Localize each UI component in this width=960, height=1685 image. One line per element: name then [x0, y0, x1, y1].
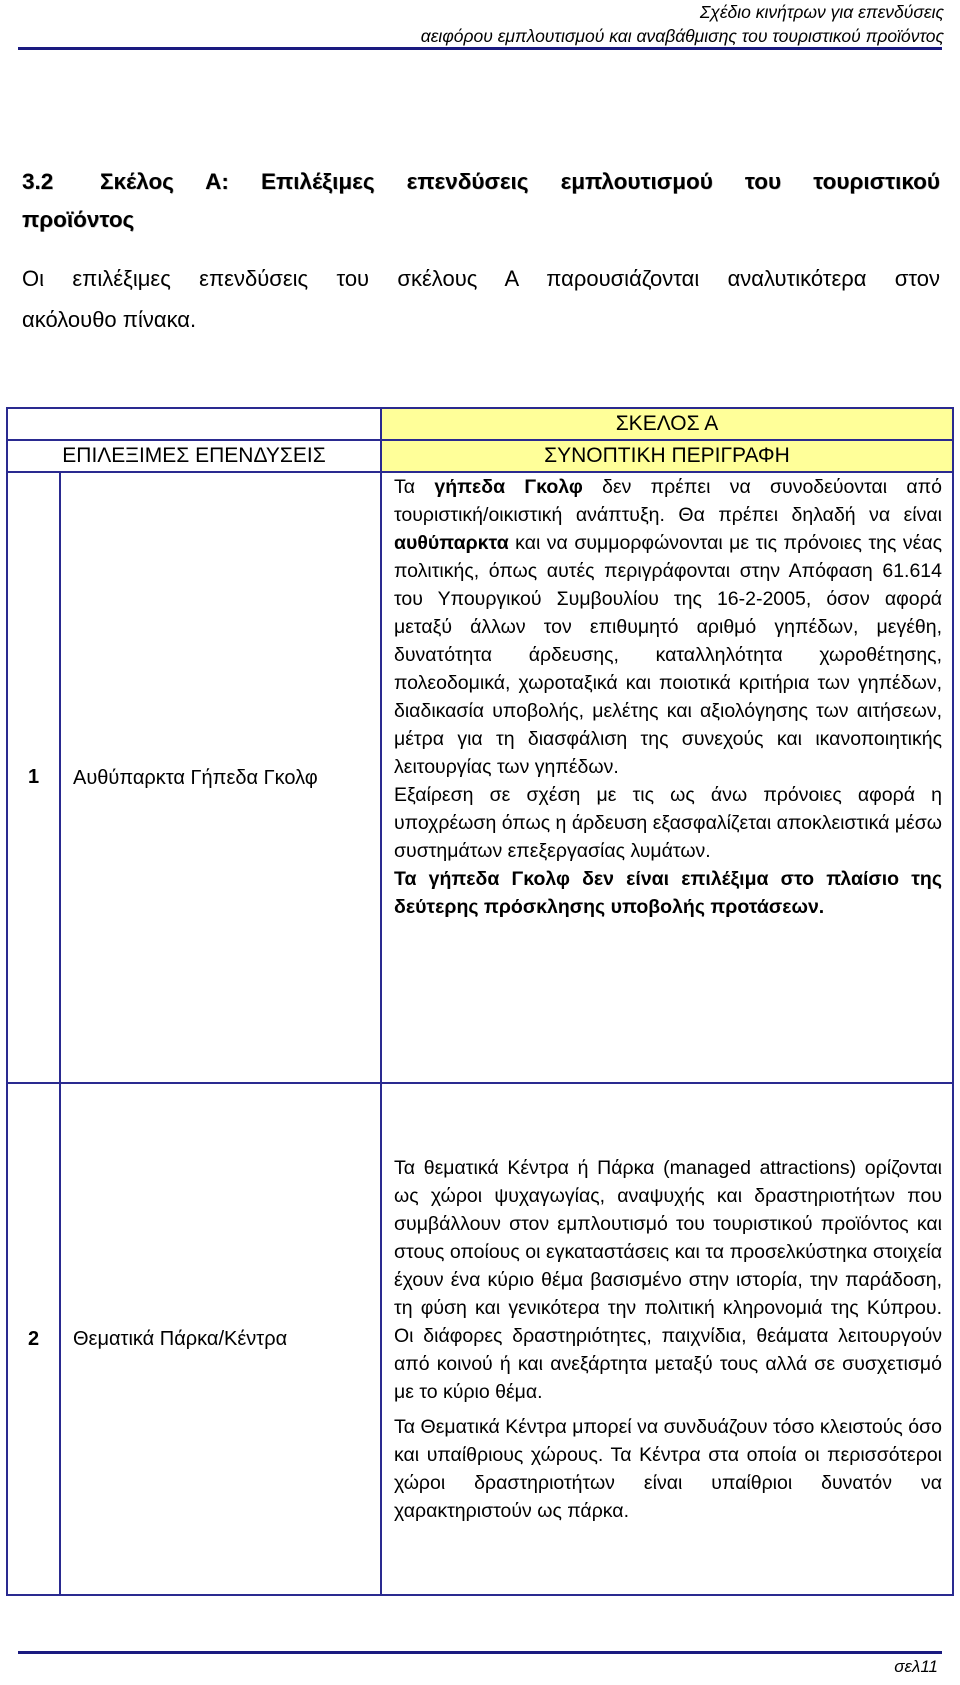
row-description — [381, 472, 953, 1083]
column-header-description: ΣΥΝΟΠΤΙΚΗ ΠΕΡΙΓΡΑΦΗ — [381, 440, 953, 472]
description-paragraph — [394, 473, 942, 781]
intro-text-line-1: Οι επιλέξιμες επενδύσεις του σκέλους Α παρουσιάζονται αναλυτικότερα στον — [22, 266, 940, 291]
not-eligible-notice: Τα γήπεδα Γκολφ δεν είναι επιλέξιμα στο πλαίσιο της δεύτερης πρόσκλησης υποβολής προτάσεων. — [394, 868, 942, 918]
row-description — [381, 1083, 953, 1595]
header-line-1: Σχέδιο κινήτρων για επενδύσεις — [699, 2, 944, 22]
header-line-2: αειφόρου εμπλουτισμού και αναβάθμισης του τουριστικού προϊόντος — [420, 26, 944, 46]
table-top-header: ΣΚΕΛΟΣ Α — [381, 408, 953, 440]
document-header — [421, 0, 944, 48]
table-top-header-row — [7, 408, 953, 440]
intro-text-line-2: ακόλουθο πίνακα. — [22, 307, 197, 332]
footer-rule — [18, 1651, 942, 1654]
text-span: και να συμμορφώνονται με τις πρόνοιες της νέας πολιτικής, όπως αυτές περιγράφονται στην Απόφαση 61.614 του Υπουργικού Συμβουλίου της 16-2-2005, όσον αφορά μεταξύ άλλων τον επιθυμητό αριθμό γηπέδων, μεγέθη, δυνατότητα άρδευσης, καταλληλότητα χωροθέτησης, πολεοδομικά, χωροταξικά και ποιοτικά κριτήρια των γηπέδων, διαδικασία υποβολής, μελέτης και αξιολόγησης των αιτήσεων, μέτρα για τη διασφάλιση της συνεχούς και ικανοποιητικής λειτουργίας των γηπέδων. — [394, 532, 942, 778]
section-heading — [22, 158, 940, 206]
page-number: σελ11 — [894, 1657, 938, 1676]
bold-term: γήπεδα Γκολφ — [434, 476, 583, 498]
row-name: Αυθύπαρκτα Γήπεδα Γκολφ — [60, 472, 381, 1083]
row-name: Θεματικά Πάρκα/Κέντρα — [60, 1083, 381, 1595]
section-title-line-1: Σκέλος Α: Επιλέξιμες επενδύσεις εμπλουτισμού του τουριστικού — [100, 169, 940, 194]
row-number: 2 — [7, 1083, 60, 1595]
description-paragraph: Τα θεματικά Κέντρα ή Πάρκα (managed attractions) ορίζονται ως χώροι ψυχαγωγίας, αναψυχής και δραστηριοτήτων που συμβάλλουν στον εμπλουτισμό του τουριστικού προϊόντος και στους οποίους οι εγκαταστάσεις και τα προσελκύστηκα στοιχεία έχουν ένα κύριο θέμα βασισμένο στην ιστορία, την παράδοση, τη φύση και γενικότερα την πολιτική κληρονομιά της Κύπρου. Οι διάφορες δραστηριότητες, παιχνίδια, θεάματα λειτουργούν από κοινού ή και ανεξάρτητα μεταξύ τους αλλά σε συσχετισμό με το κύριο θέμα. — [394, 1156, 942, 1403]
investments-table — [6, 407, 954, 1596]
column-header-investments: ΕΠΙΛΕΞΙΜΕΣ ΕΠΕΝΔΥΣΕΙΣ — [7, 440, 381, 472]
table-row — [7, 1083, 953, 1595]
header-rule — [18, 47, 942, 50]
table-column-header-row — [7, 440, 953, 472]
description-paragraph: Τα Θεματικά Κέντρα μπορεί να συνδυάζουν τόσο κλειστούς όσο και υπαίθριους χώρους. Τα Κέντρα στα οποία οι περισσότεροι χώροι δραστηριοτήτων είναι υπαίθριοι δυνατόν να χαρακτηριστούν ως πάρκα. — [394, 1415, 942, 1522]
row-number: 1 — [7, 472, 60, 1083]
bold-term: αυθύπαρκτα — [394, 532, 509, 554]
section-number: 3.2 — [22, 169, 54, 194]
exception-paragraph: Εξαίρεση σε σχέση με τις ως άνω πρόνοιες αφορά η υποχρέωση όπως η άρδευση εξασφαλίζεται αποκλειστικά μέσω συστημάτων επεξεργασίας λυμάτων. — [394, 784, 942, 862]
section-title-line-2: προϊόντος — [22, 207, 135, 232]
table-row — [7, 472, 953, 1083]
text-span: Τα — [394, 476, 435, 498]
text-span: δεν πρέπει να συνοδεύονται από τουριστική/οικιστική ανάπτυξη. Θα πρέπει δηλαδή να είναι — [394, 476, 942, 526]
